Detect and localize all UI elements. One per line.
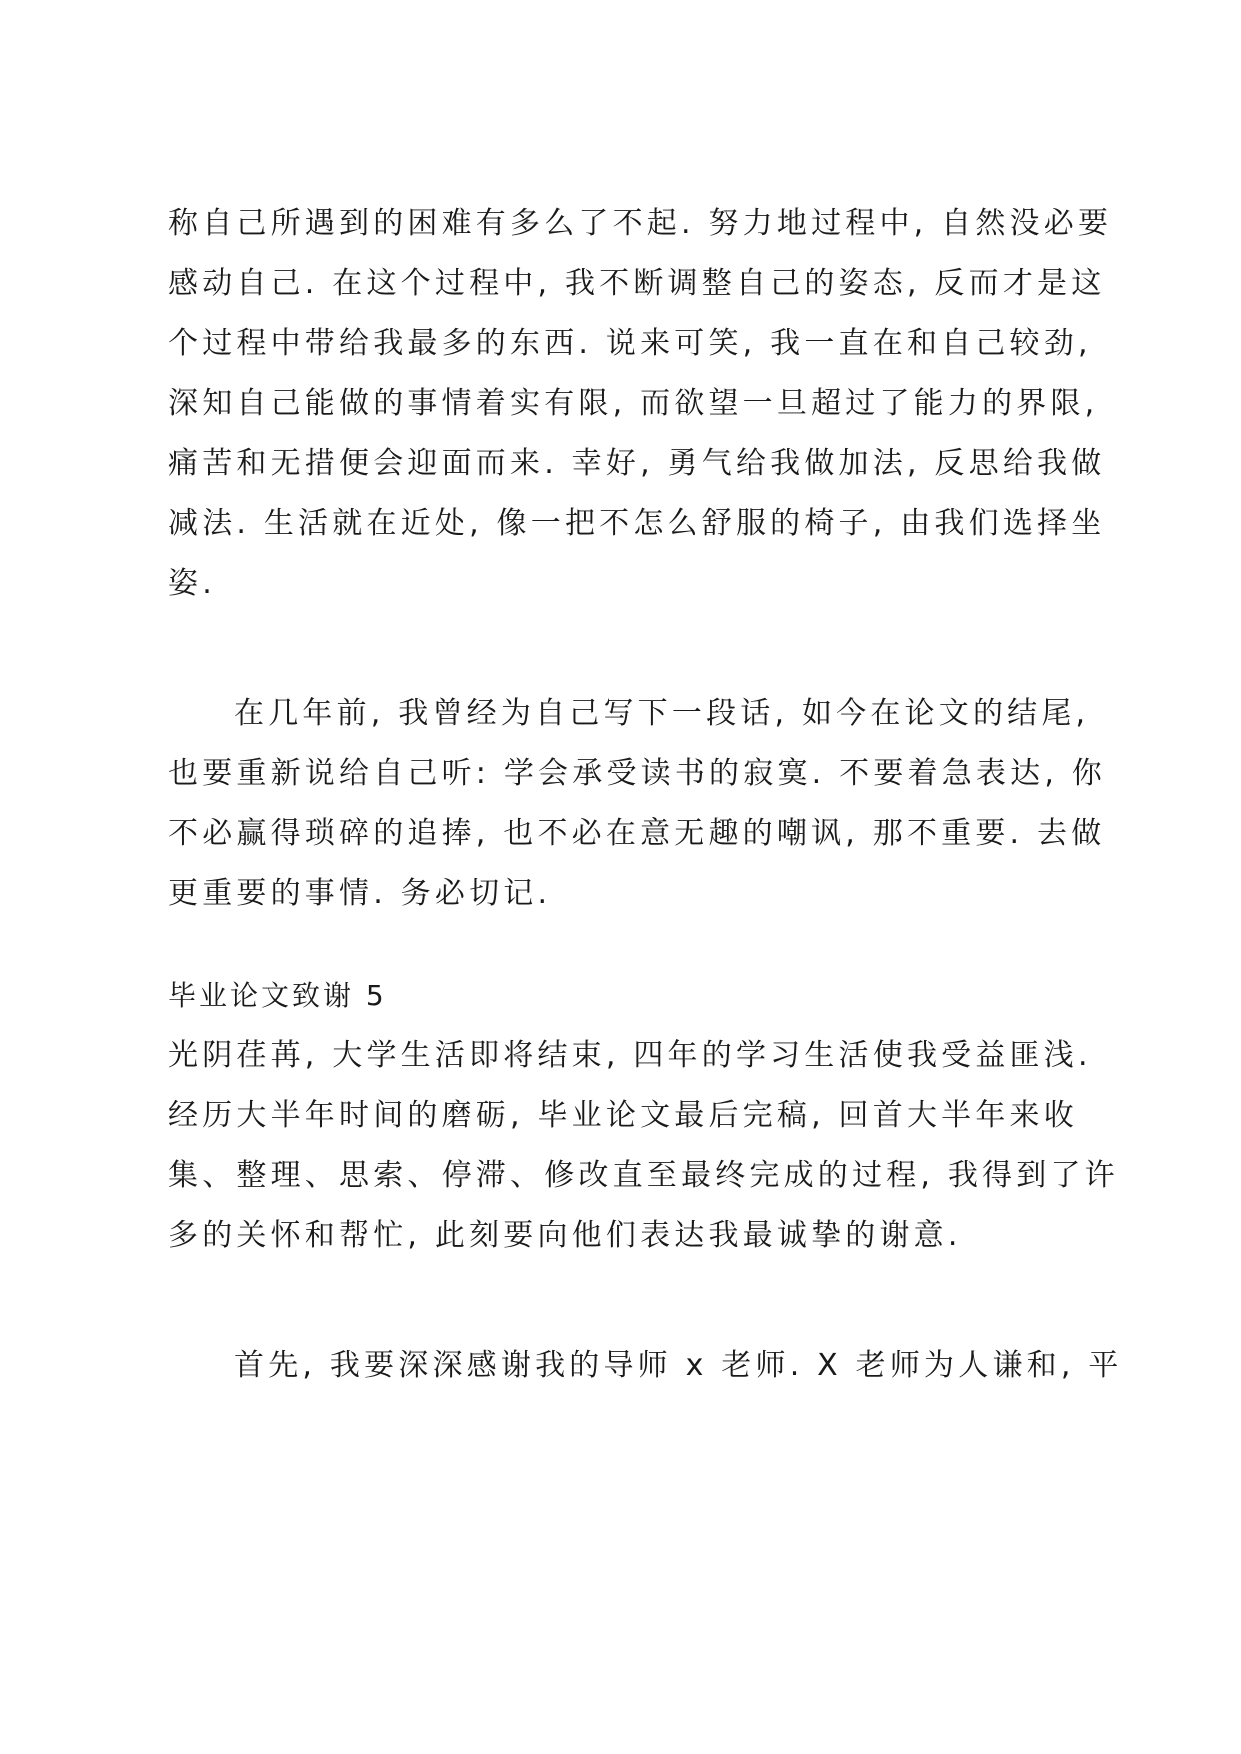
paragraph-2-line-1: 在几年前, 我曾经为自己写下一段话, 如今在论文的结尾, [234,696,1090,731]
paragraph-2-line-4: 更重要的事情. 务必切记. [168,876,552,911]
section-title: 毕业论文致谢 5 [168,979,387,1012]
paragraph-1-line-5: 痛苦和无措便会迎面而来. 幸好, 勇气给我做加法, 反思给我做 [168,446,1106,481]
paragraph-1-line-7: 姿. [168,566,216,601]
paragraph-1-line-3: 个过程中带给我最多的东西. 说来可笑, 我一直在和自己较劲, [168,326,1092,361]
paragraph-3-line-2: 经历大半年时间的磨砺, 毕业论文最后完稿, 回首大半年来收 [168,1098,1078,1133]
paragraph-1-line-2: 感动自己. 在这个过程中, 我不断调整自己的姿态, 反而才是这 [168,266,1106,301]
paragraph-2-line-2: 也要重新说给自己听: 学会承受读书的寂寞. 不要着急表达, 你 [168,756,1106,791]
paragraph-4-line-1: 首先, 我要深深感谢我的导师 x 老师. X 老师为人谦和, 平 [234,1348,1123,1383]
paragraph-1-line-6: 减法. 生活就在近处, 像一把不怎么舒服的椅子, 由我们选择坐 [168,506,1106,541]
paragraph-1-line-4: 深知自己能做的事情着实有限, 而欲望一旦超过了能力的界限, [168,386,1099,421]
paragraph-3-line-1: 光阴荏苒, 大学生活即将结束, 四年的学习生活使我受益匪浅. [168,1038,1092,1073]
paragraph-1-line-1: 称自己所遇到的困难有多么了不起. 努力地过程中, 自然没必要 [168,206,1113,241]
paragraph-2-line-3: 不必赢得琐碎的追捧, 也不必在意无趣的嘲讽, 那不重要. 去做 [168,816,1106,851]
paragraph-3-line-4: 多的关怀和帮忙, 此刻要向他们表达我最诚挚的谢意. [168,1218,962,1253]
paragraph-3-line-3: 集、整理、思索、停滞、修改直至最终完成的过程, 我得到了许 [168,1158,1119,1193]
